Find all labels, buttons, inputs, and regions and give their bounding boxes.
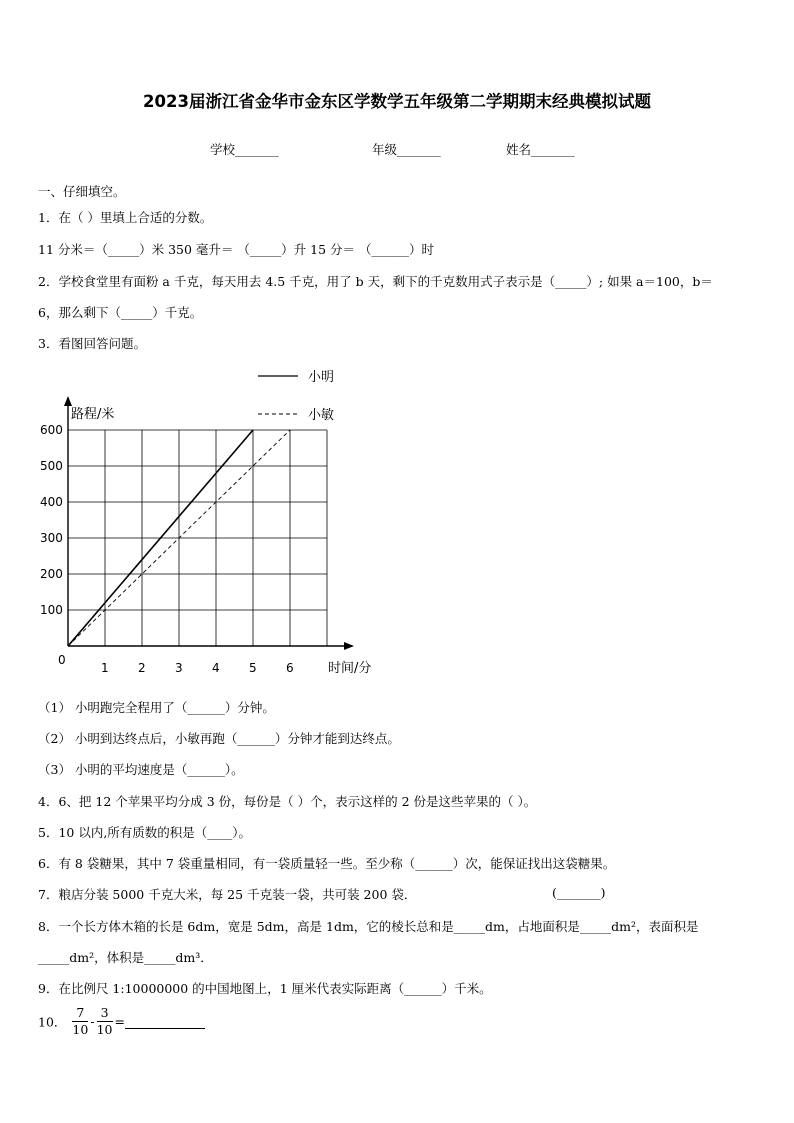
fraction-1 <box>72 1005 88 1038</box>
question-7-answer-blank: (_______) <box>552 885 606 900</box>
x-axis-arrow <box>344 642 354 650</box>
question-2-line1: 2．学校食堂里有面粉 a 千克，每天用去 4.5 千克，用了 b 天，剩下的千克数用式子表示是（_____）; 如果 a＝100，b＝ <box>38 274 713 289</box>
question-8-line1: 8．一个长方体木箱的长是 6dm，宽是 5dm，高是 1dm，它的棱长总和是_____dm，占地面积是_____dm²，表面积是 <box>38 919 699 934</box>
y-tick-label: 500 <box>40 459 63 473</box>
x-tick-label: 1 <box>101 661 109 675</box>
y-axis-arrow <box>64 396 72 406</box>
y-tick-label: 600 <box>40 423 63 437</box>
legend-label: 小明 <box>308 370 335 385</box>
origin-label: 0 <box>58 653 66 667</box>
question-3: 3．看图回答问题。 <box>38 336 146 351</box>
y-axis-label: 路程/米 <box>71 407 115 422</box>
fraction-2-denominator: 10 <box>96 1022 113 1037</box>
question-7: 7．粮店分装 5000 千克大米，每 25 千克装一袋，共可装 200 袋． <box>38 887 417 902</box>
grade-field: 年级_______ <box>372 142 441 157</box>
question-2-line2: 6，那么剩下（_____）千克。 <box>38 305 203 320</box>
x-tick-label: 2 <box>138 661 146 675</box>
question-3-sub3: （3） 小明的平均速度是（______）。 <box>38 762 244 777</box>
question-8-line2: _____dm²，体积是_____dm³． <box>38 950 213 965</box>
x-tick-label: 3 <box>175 661 183 675</box>
fraction-2 <box>97 1005 113 1038</box>
y-tick-label: 200 <box>40 567 63 581</box>
section-heading: 一、仔细填空。 <box>38 184 126 199</box>
question-4: 4．6、把 12 个苹果平均分成 3 份，每份是（ ）个，表示这样的 2 份是这些苹果的（ ）。 <box>38 794 537 809</box>
distance-time-chart <box>30 362 390 682</box>
question-10 <box>38 1005 205 1038</box>
fraction-2-numerator: 3 <box>97 1005 113 1022</box>
x-tick-label: 6 <box>286 661 294 675</box>
question-9: 9．在比例尺 1:10000000 的中国地图上，1 厘米代表实际距离（______）千米。 <box>38 981 492 996</box>
legend-label: 小敏 <box>308 408 335 423</box>
answer-line <box>125 1014 205 1029</box>
page-title: 2023届浙江省金华市金东区学数学五年级第二学期期末经典模拟试题 <box>143 92 651 111</box>
x-tick-label: 5 <box>249 661 257 675</box>
y-tick-label: 300 <box>40 531 63 545</box>
question-10-label: 10． <box>38 1014 67 1030</box>
school-field: 学校_______ <box>210 142 279 157</box>
x-axis-label: 时间/分 <box>328 661 372 676</box>
name-field: 姓名_______ <box>506 142 575 157</box>
equals-sign: = <box>114 1014 126 1029</box>
minus-sign: - <box>90 1014 95 1029</box>
question-1: 1．在（ ）里填上合适的分数。 <box>38 210 213 225</box>
question-1-items: 11 分米＝（_____）米 350 毫升＝ （_____）升 15 分＝ （______）时 <box>38 242 434 257</box>
y-tick-label: 400 <box>40 495 63 509</box>
fraction-1-denominator: 10 <box>72 1022 89 1037</box>
question-3-sub2: （2） 小明到达终点后，小敏再跑（______）分钟才能到达终点。 <box>38 731 400 746</box>
x-tick-label: 4 <box>212 661 220 675</box>
fraction-1-numerator: 7 <box>72 1005 88 1022</box>
question-5: 5．10 以内,所有质数的积是（____）。 <box>38 825 252 840</box>
question-3-sub1: （1） 小明跑完全程用了（______）分钟。 <box>38 700 275 715</box>
y-tick-label: 100 <box>40 603 63 617</box>
question-6: 6．有 8 袋糖果，其中 7 袋重量相同，有一袋质量轻一些。至少称（______）次，能保证找出这袋糖果。 <box>38 856 616 871</box>
